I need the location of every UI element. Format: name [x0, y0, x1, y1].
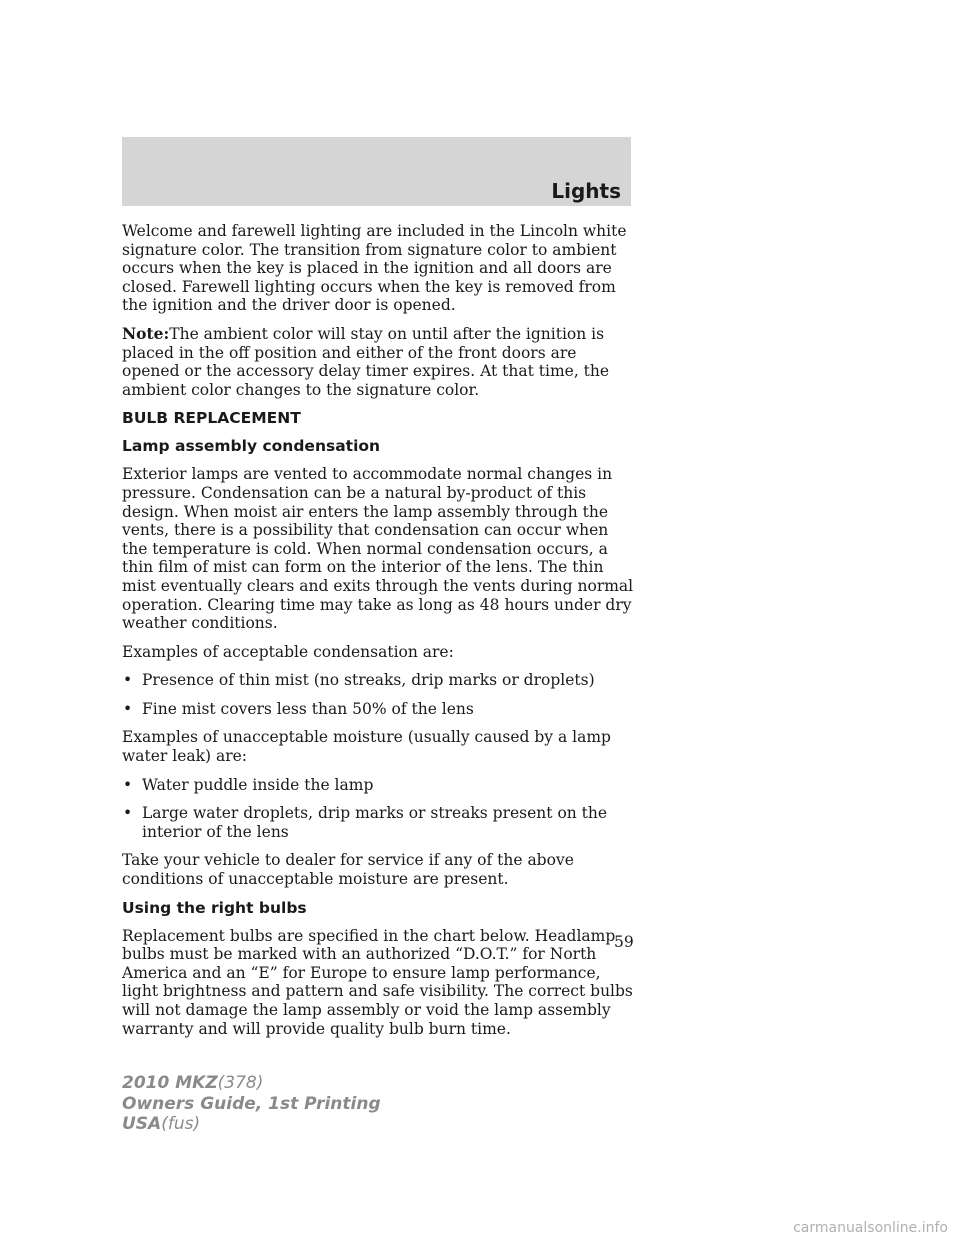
list-item: • Presence of thin mist (no streaks, drip marks or droplets) [123, 671, 595, 690]
section-title: Lights [551, 179, 621, 203]
paragraph-right-bulbs: Replacement bulbs are specified in the chart below. Headlamp bulbs must be marked with an authorized “D.O.T.” for North America and an “E” for Europe to ensure lamp performance, light brightness and pattern and safe visibility. The correct bulbs will not damage the lamp assembly or void the lamp assembly warranty and will provide quality bulb burn time. [122, 926, 633, 1038]
subheading-condensation: Lamp assembly condensation [122, 437, 381, 456]
bullet-icon: • [123, 699, 133, 718]
watermark-text: carmanualsonline.info [793, 1220, 948, 1236]
paragraph-note [122, 325, 637, 399]
bullet-icon: • [123, 671, 133, 690]
paragraph-welcome-lighting: Welcome and farewell lighting are included in the Lincoln white signature color. The transition from signature color to ambient occurs when the key is placed in the ignition and all doors are closed. Farewell lighting occurs when the key is removed from the ignition and the driver door is opened. [122, 222, 627, 315]
acceptable-intro: Examples of acceptable condensation are: [122, 642, 454, 661]
footer-line-market: USA(fus) [122, 1114, 201, 1134]
page-content [122, 222, 637, 1048]
paragraph-condensation: Exterior lamps are vented to accommodate normal changes in pressure. Condensation can be a natural by-product of this design. When moist air enters the lamp assembly through the vents, there is a possibility that condensation can occur when the temperature is cold. When normal condensation occurs, a thin film of mist can form on the interior of the lens. The thin mist eventually clears and exits through the vents during normal operation. Clearing time may take as long as 48 hours under dry weather conditions. [122, 465, 634, 633]
list-item: • Fine mist covers less than 50% of the lens [123, 699, 474, 718]
unacceptable-list [122, 776, 637, 842]
list-item: • Water puddle inside the lamp [123, 775, 374, 794]
print-footer [122, 1073, 381, 1135]
list-item: • Large water droplets, drip marks or streaks present on the interior of the lens [123, 804, 608, 841]
bullet-icon: • [123, 804, 133, 823]
footer-line-model: 2010 MKZ(378) [122, 1073, 264, 1093]
unacceptable-intro: Examples of unacceptable moisture (usually caused by a lamp water leak) are: [122, 728, 611, 766]
note-label: Note: [122, 323, 170, 343]
page-number: 59 [614, 933, 634, 951]
note-text: The ambient color will stay on until after the ignition is placed in the off position and either of the front doors are opened or the accessory delay timer expires. At that time, the ambient color changes to the signature color. [122, 324, 610, 399]
acceptable-list [122, 671, 637, 718]
subheading-right-bulbs: Using the right bulbs [122, 898, 307, 917]
paragraph-dealer-service: Take your vehicle to dealer for service if any of the above conditions of unacceptable moisture are present. [122, 851, 574, 889]
section-header-band [122, 137, 631, 206]
footer-line-printing: Owners Guide, 1st Printing [122, 1093, 381, 1114]
bullet-icon: • [123, 775, 133, 794]
section-heading-bulb-replacement: BULB REPLACEMENT [122, 409, 301, 428]
